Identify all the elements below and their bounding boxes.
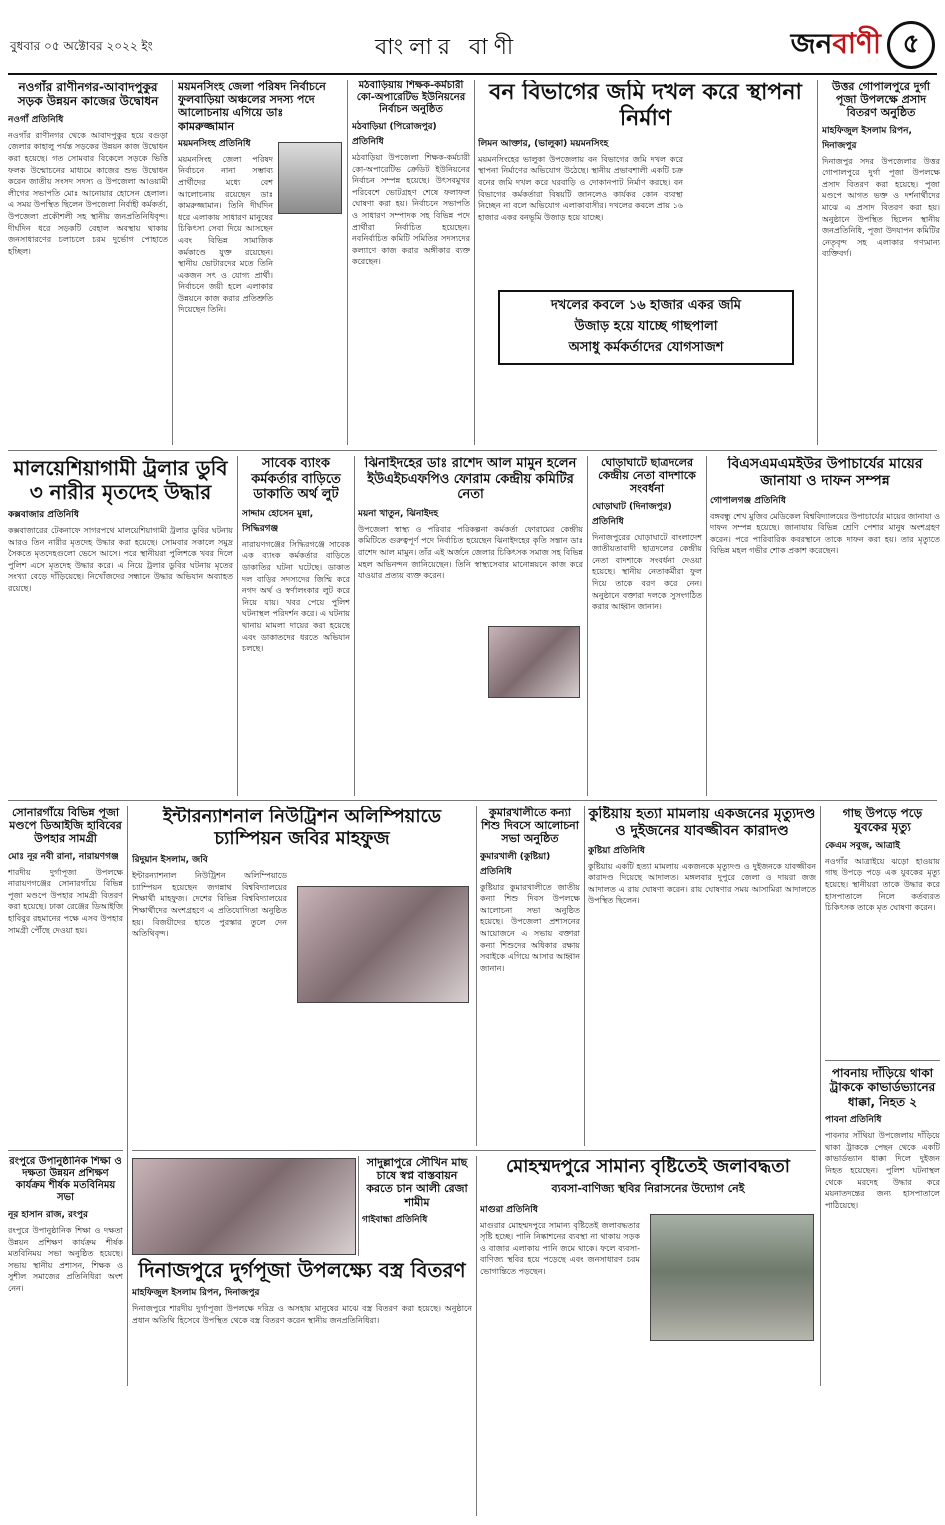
article-title: নওগাঁর রাণীনগর-আবাদপুকুর সড়ক উন্নয়ন কাজের উদ্বোধন (17, 80, 159, 109)
article-dr-rashed (358, 456, 583, 796)
logo-right: বাণী (832, 26, 881, 60)
article-byline: মাগুরা প্রতিনিধি (480, 1204, 538, 1215)
section-rule (8, 450, 937, 451)
article-mathbaria-coop (352, 80, 470, 445)
article-body: মাগুরার মোহম্মদপুরে সামান্য বৃষ্টিতেই জলাবদ্ধতার সৃষ্টি হচ্ছে। পানি নিষ্কাশনের ব্যবস্থা না থাকায় সড়ক ও বাজার এলাকায় পানি জমে থাকে। ফলে ব্যবসা-বাণিজ্য স্থবির হয়ে পড়েছে এবং জনসাধারণ চরম ভোগান্তিতে পড়ছেন। (480, 1220, 640, 1276)
column-rule (347, 80, 348, 445)
article-ranignagar-road (8, 80, 168, 445)
article-body: দিনাজপুরে শারদীয় দুর্গাপূজা উপলক্ষে দরিদ্র ও অসহায় মানুষের মাঝে বস্ত্র বিতরণ করা হয়েছে। অনুষ্ঠানে প্রধান অতিথি হিসেবে উপস্থিত থেকে বস্ত্র বিতরণ করেন স্থানীয় জনপ্রতিনিধিরা। (132, 1304, 472, 1325)
column-rule (354, 456, 355, 796)
logo-left: জন (790, 26, 833, 60)
column-rule (587, 456, 588, 796)
article-fish-farming-head (362, 1156, 472, 1256)
column-rule (172, 80, 173, 445)
article-title: মঠবাড়িয়ায় শিক্ষক-কর্মচারী কো-অপারেটিভ ইউনিয়নের নির্বাচন অনুষ্ঠিত (356, 80, 466, 115)
section-rule (8, 800, 937, 801)
article-title: সাবেক ব্যাংক কর্মকর্তার বাড়িতে ডাকাতি অর্থ লুট (251, 456, 341, 503)
article-byline: মঠবাড়িয়া (পিরোজপুর) প্রতিনিধি (352, 122, 437, 147)
article-byline: মাহফিজুল ইসলাম রিপন, দিনাজপুর (822, 125, 912, 151)
article-title: সাদুল্লাপুরে সৌখিন মাছ চাষে স্বপ্ন বাস্তবায়ন করতে চান আলী রেজা শামীম (366, 1156, 468, 1209)
article-gopalpur-puja (822, 80, 940, 445)
article-byline: নূর হাসান রাজ, রংপুর (8, 1210, 88, 1220)
column-rule (476, 1156, 477, 1516)
article-body: দিনাজপুরের ঘোড়াঘাটে বাংলাদেশ জাতীয়তাবাদী ছাত্রদলের কেন্দ্রীয় নেতা বাদশাকে সংবর্ধনা দেওয়া হয়েছে। স্থানীয় নেতাকর্মীরা ফুল দিয়ে তাকে বরণ করে নেন। অনুষ্ঠানে বক্তারা দলকে সুসংগঠিত করার আহ্বান জানান। (592, 532, 702, 612)
column-rule (127, 806, 128, 1386)
article-byline: গাইবান্ধা প্রতিনিধি (362, 1214, 428, 1225)
article-title: পাবনায় দাঁড়িয়ে থাকা ট্রাককে কাভার্ডভ্যানের ধাক্কা, নিহত ২ (829, 1066, 936, 1109)
article-tree-fall (825, 806, 940, 1056)
article-byline: পাবনা প্রতিনিধি (825, 1115, 882, 1126)
article-kushtia-verdict (588, 806, 816, 1146)
article-sonargaon-puja (8, 806, 123, 1046)
issue-date: বুধবার ০৫ অক্টোবর ২০২২ ইং (10, 39, 153, 53)
article-trawler-capsize (8, 456, 233, 796)
pull-quote-line: উজাড় হয়ে যাচ্ছে গাছপালা (574, 319, 718, 334)
article-byline: লিমন আক্তার, (ভালুকা) ময়মনসিংহ (478, 138, 609, 149)
article-body: নারায়ণগঞ্জের সিদ্ধিরগঞ্জে সাবেক এক ব্যাংক কর্মকর্তার বাড়িতে ডাকাতির ঘটনা ঘটেছে। ডাকাত দল বাড়ির সদস্যদের জিম্মি করে নগদ অর্থ ও স্বর্ণালংকার লুট করে নিয়ে যায়। খবর পেয়ে পুলিশ ঘটনাস্থল পরিদর্শন করে। এ ঘটনায় থানায় মামলা দায়ের করা হয়েছে এবং ডাকাতদের ধরতে অভিযান চলছে। (242, 539, 350, 654)
article-forest-land (478, 80, 813, 445)
article-byline: ময়না খাতুন, ঝিনাইদহ (358, 508, 439, 519)
article-title: ময়মনসিংহ জেলা পরিষদ নির্বাচনে ফুলবাড়িয়া অঞ্চলের সদস্য পদে আলোচনায় এগিয়ে ডাঃ কামরুজ্জামান (178, 80, 326, 133)
article-body: ময়মনসিংহ জেলা পরিষদ নির্বাচনে নানা সম্ভাব্য প্রার্থীদের মধ্যে বেশ আলোচনায় রয়েছেন ডাঃ কামরুজ্জামান। তিনি দীর্ঘদিন ধরে এলাকায় সাধারণ মানুষের চিকিৎসা সেবা দিয়ে আসছেন এবং বিভিন্ন সামাজিক কর্মকাণ্ডে যুক্ত রয়েছেন। স্থানীয় ভোটারদের মতে তিনি একজন সৎ ও যোগ্য প্রার্থী। নির্বাচনে জয়ী হলে এলাকার উন্নয়নে কাজ করার প্রতিশ্রুতি দিয়েছেন তিনি। (178, 154, 273, 315)
column-rule (474, 80, 475, 445)
article-byline: ময়মনসিংহ প্রতিনিধি (178, 138, 251, 149)
column-rule (237, 456, 238, 796)
article-body: পাবনার সাঁথিয়া উপজেলায় দাঁড়িয়ে থাকা ট্রাককে পেছন থেকে একটি কাভার্ডভ্যান ধাক্কা দিলে দুইজন নিহত হয়েছেন। পুলিশ ঘটনাস্থল থেকে মরদেহ উদ্ধার করে ময়নাতদন্তের জন্য হাসপাতালে পাঠিয়েছে। (825, 1131, 940, 1210)
section-rule (132, 1150, 816, 1151)
section-rule (825, 1060, 940, 1061)
column-rule (820, 806, 821, 1386)
candidate-portrait (278, 142, 342, 214)
column-rule (358, 1156, 359, 1256)
article-body: বঙ্গবন্ধু শেখ মুজিব মেডিকেল বিশ্ববিদ্যালয়ের উপাচার্যের মায়ের জানাযা ও দাফন সম্পন্ন হয়েছে। জানাযায় বিভিন্ন শ্রেণি পেশার মানুষ অংশগ্রহণ করেন। পরে পারিবারিক কবরস্থানে তাকে দাফন করা হয়। তার মৃত্যুতে বিভিন্ন মহল গভীর শোক প্রকাশ করেছেন। (710, 511, 940, 556)
masthead-logo (791, 20, 935, 70)
paper-name: বাংলার বাণী (375, 35, 520, 60)
cloth-distribution-photo (132, 1158, 356, 1255)
article-byline: কুষ্টিয়া প্রতিনিধি (588, 845, 645, 856)
article-title: সোনারগাঁয়ে বিভিন্ন পূজা মণ্ডপে ডিআইজি হাবিবের উপহার সামগ্রী (9, 806, 122, 846)
article-title: মালয়েশিয়াগামী ট্রলার ডুবি ৩ নারীর মৃতদেহ উদ্ধার (13, 456, 228, 504)
logo-text (791, 22, 881, 69)
page-number: ৫ (887, 21, 935, 69)
article-body: কুষ্টিয়ায় একটি হত্যা মামলায় একজনকে মৃত্যুদণ্ড ও দুইজনকে যাবজ্জীবন কারাদণ্ড দিয়েছে আদালত। মঙ্গলবার দুপুরে জেলা ও দায়রা জজ আদালত এ রায় ঘোষণা করেন। রায় ঘোষণার সময় আসামিরা আদালতে উপস্থিত ছিলেন। (588, 861, 816, 906)
article-body: মঠবাড়িয়া উপজেলা শিক্ষক-কর্মচারী কো-অপারেটিভ ক্রেডিট ইউনিয়নের নির্বাচন সম্পন্ন হয়েছে। উৎসবমুখর পরিবেশে ভোটগ্রহণ শেষে ফলাফল ঘোষণা করা হয়। নির্বাচনে সভাপতি ও সাধারণ সম্পাদক সহ বিভিন্ন পদে প্রার্থীরা নির্বাচিত হয়েছেন। নবনির্বাচিত কমিটি সমিতির সদস্যদের কল্যাণে কাজ করার অঙ্গীকার ব্যক্ত করেছেন। (352, 153, 470, 267)
article-title: ঝিনাইদহের ডাঃ রাশেদ আল মামুন হলেন ইউএইচএফপিও ফোরাম কেন্দ্রীয় কমিটির নেতা (364, 456, 577, 503)
article-body: কক্সবাজারের টেকনাফে সাগরপথে মালয়েশিয়াগামী ট্রলার ডুবির ঘটনায় আরও তিন নারীর মৃতদেহ উদ্ধার করা হয়েছে। সোমবার সকালে সমুদ্র সৈকতে মৃতদেহগুলো ভেসে আসে। পরে স্থানীয়রা পুলিশকে খবর দিলে পুলিশ এসে মৃতদেহ উদ্ধার করে। এ নিয়ে ট্রলার ডুবির ঘটনায় মৃতের সংখ্যা বেড়ে দাঁড়িয়েছে। নিখোঁজদের সন্ধানে উদ্ধার অভিযান অব্যাহত রয়েছে। (8, 526, 233, 593)
article-kumarkhali-girl-child (480, 806, 580, 1146)
article-byline: মাহফিজুল ইসলাম রিপন, দিনাজপুর (132, 1288, 260, 1298)
article-byline: কুমারখালী (কুষ্টিয়া) প্রতিনিধি (480, 851, 551, 877)
article-title: ইন্টারন্যাশনাল নিউট্রিশন অলিম্পিয়াডে চ্যাম্পিয়ন জবির মাহফুজ (162, 806, 442, 849)
article-dinajpur-cloth (132, 1258, 472, 1518)
article-title: কুমারখালীতে কন্যা শিশু দিবসে আলোচনা সভা অনুষ্ঠিত (481, 806, 579, 846)
article-byline: সাদ্দাম হোসেন মুন্না, সিদ্ধিরগঞ্জ (242, 508, 314, 534)
article-mymensingh-election (178, 80, 343, 445)
pull-quote-line: অসাধু কর্মকর্তাদের যোগসাজশ (568, 340, 724, 355)
article-title: ঘোড়াঘাটে ছাত্রদলের কেন্দ্রীয় নেতা বাদশাকে সংবর্ধনা (598, 456, 696, 496)
column-rule (584, 806, 585, 1146)
article-byline: কক্সবাজার প্রতিনিধি (8, 510, 79, 520)
article-title: গাছ উপড়ে পড়ে যুবকের মৃত্যু (842, 806, 923, 835)
article-title: বিএসএমএমইউর উপাচার্যের মায়ের জানাযা ও দাফন সম্পন্ন (727, 456, 923, 489)
article-byline: গোপালগঞ্জ প্রতিনিধি (710, 495, 786, 506)
article-body: ময়মনসিংহের ভালুকা উপজেলায় বন বিভাগের জমি দখল করে স্থাপনা নির্মাণের অভিযোগ উঠেছে। স্থানীয় প্রভাবশালী একটি চক্র বনের জমি দখল করে ঘরবাড়ি ও দোকানপাট নির্মাণ করছে। বন বিভাগের কর্মকর্তারা বিষয়টি জানলেও কার্যকর কোন ব্যবস্থা নিচ্ছেন না বলে অভিযোগ এলাকাবাসীর। দখলের কবলে প্রায় ১৬ হাজার একর বনভূমি উজাড় হয়ে যাচ্ছে। (478, 154, 683, 222)
article-body: কুষ্টিয়ার কুমারখালীতে জাতীয় কন্যা শিশু দিবস উপলক্ষে আলোচনা সভা অনুষ্ঠিত হয়েছে। উপজেলা প্রশাসনের আয়োজনে এ সভায় বক্তারা কন্যা শিশুদের অধিকার রক্ষায় সবাইকে এগিয়ে আসার আহ্বান জানান। (480, 882, 580, 973)
article-ghoraghat (592, 456, 702, 796)
article-body: ইন্টারন্যাশনাল নিউট্রিশন অলিম্পিয়াডে চ্যাম্পিয়ন হয়েছেন জগন্নাথ বিশ্ববিদ্যালয়ের শিক্ষার্থী মাহফুজ। দেশের বিভিন্ন বিশ্ববিদ্যালয়ের শিক্ষার্থীদের অংশগ্রহণে এ প্রতিযোগিতা অনুষ্ঠিত হয়। বিজয়ীদের হাতে পুরস্কার তুলে দেন অতিথিবৃন্দ। (132, 871, 287, 939)
column-rule (476, 806, 477, 1146)
article-body: রংপুরে উপানুষ্ঠানিক শিক্ষা ও দক্ষতা উন্নয়ন প্রশিক্ষণ কার্যক্রম শীর্ষক মতবিনিময় সভা অনুষ্ঠিত হয়েছে। সভায় স্থানীয় প্রশাসন, শিক্ষক ও সুশীল সমাজের প্রতিনিধিরা অংশ নেন। (8, 1226, 123, 1293)
article-body: নওগাঁর আত্রাইয়ে ঝড়ো হাওয়ায় গাছ উপড়ে পড়ে এক যুবকের মৃত্যু হয়েছে। স্থানীয়রা তাকে উদ্ধার করে হাসপাতালে নিলে কর্তব্যরত চিকিৎসক তাকে মৃত ঘোষণা করেন। (825, 856, 940, 913)
article-title: কুষ্টিয়ায় হত্যা মামলায় একজনের মৃত্যুদণ্ড ও দুইজনের যাবজ্জীবন কারাদণ্ড (588, 806, 816, 839)
article-title: রংপুরে উপানুষ্ঠানিক শিক্ষা ও দক্ষতা উন্নয়ন প্রশিক্ষণ কার্যক্রম শীর্ষক মতবিনিময় সভা (9, 1156, 122, 1203)
article-body: নওগাঁর রাণীনগর থেকে আবাদপুকুর হয়ে বগুড়া জেলার কাহালু পর্যন্ত সড়কের উন্নয়ন কাজ উদ্বোধন করা হয়েছে। গত সোমবার বিকেলে সড়কে ভিত্তি ফলক উন্মোচনের মাধ্যমে কাজের শুভ উদ্বোধন করেন জাতীয় সংসদ সদস্য ও উপজেলা আওয়ামী লীগের সভাপতি মোঃ আনোয়ার হোসেন হেলাল। এ সময় উপস্থিত ছিলেন উপজেলা নির্বাহী কর্মকর্তা, উপজেলা প্রকৌশলী সহ স্থানীয় জনপ্রতিনিধিবৃন্দ। দীর্ঘদিন ধরে সড়কটি বেহাল অবস্থায় থাকায় জনসাধারণের চলাচলে চরম দুর্ভোগ পোহাতে হচ্ছিল। (8, 130, 168, 256)
pull-quote-line: দখলের কবলে ১৬ হাজার একর জমি (550, 298, 742, 313)
article-title: বন বিভাগের জমি দখল করে স্থাপনা নির্মাণ (489, 80, 802, 132)
waterlogged-street-photo (650, 1214, 814, 1341)
article-pabna-accident (825, 1066, 940, 1516)
article-body: উপজেলা স্বাস্থ্য ও পরিবার পরিকল্পনা কর্মকর্তা ফোরামের কেন্দ্রীয় কমিটিতে গুরুত্বপূর্ণ পদে নির্বাচিত হয়েছেন ঝিনাইদহের কৃতি সন্তান ডাঃ রাশেদ আল মামুন। তাঁর এই অর্জনে জেলার চিকিৎসক সমাজ সহ বিভিন্ন মহল অভিনন্দন জানিয়েছেন। তিনি স্বাস্থ্যসেবার মানোন্নয়নে কাজ করে যাওয়ার প্রত্যয় ব্যক্ত করেন। (358, 524, 583, 581)
header-rule (8, 73, 937, 75)
article-rangpur-education (8, 1156, 123, 1516)
article-title: উত্তর গোপালপুরে দুর্গা পূজা উপলক্ষে প্রসাদ বিতরণ অনুষ্ঠিত (832, 80, 930, 120)
award-photo (297, 886, 469, 1003)
reception-photo (488, 626, 580, 698)
article-nutrition-olympiad (132, 806, 472, 1146)
article-byline: কেএম সবুজ, আত্রাই (825, 840, 900, 851)
section-rule (8, 1150, 123, 1151)
column-rule (817, 80, 818, 445)
article-mohammadpur-waterlogging (480, 1156, 816, 1516)
article-body: শারদীয় দুর্গাপূজা উপলক্ষে নারায়ণগঞ্জের সোনারগাঁয়ে বিভিন্ন পূজা মণ্ডপে উপহার সামগ্রী বিতরণ করা হয়েছে। ঢাকা রেঞ্জের ডিআইজি হাবিবুর রহমানের পক্ষে এসব উপহার সামগ্রী পৌঁছে দেওয়া হয়। (8, 867, 123, 935)
column-rule (706, 456, 707, 796)
article-byline: নওগাঁ প্রতিনিধি (8, 114, 64, 125)
article-title: দিনাজপুরে দুর্গপূজা উপলক্ষ্যে বস্ত্র বিতরণ (138, 1258, 466, 1282)
pull-quote-box (498, 290, 794, 365)
article-byline: রিদুয়ান ইসলাম, জবি (132, 855, 208, 866)
article-byline: ঘোড়াঘাট (দিনাজপুর) প্রতিনিধি (592, 501, 672, 527)
article-body: দিনাজপুর সদর উপজেলার উত্তর গোপালপুরে দুর্গা পূজা উপলক্ষে প্রসাদ বিতরণ করা হয়েছে। পূজা মণ্ডপে আগত ভক্ত ও দর্শনার্থীদের মাঝে এ প্রসাদ বিতরণ করা হয়। অনুষ্ঠানে উপস্থিত ছিলেন স্থানীয় জনপ্রতিনিধি, পূজা উদযাপন কমিটির নেতৃবৃন্দ সহ এলাকার গণ্যমান্য ব্যক্তিবর্গ। (822, 156, 940, 259)
article-subtitle: ব্যবসা-বাণিজ্য স্থবির নিরাসনের উদ্যোগ নেই (551, 1181, 745, 1195)
article-byline: মোঃ নূর নবী রানা, নারায়ণগঞ্জ (8, 851, 119, 862)
article-bank-robbery (242, 456, 350, 796)
article-title: মোহম্মদপুরে সামান্য বৃষ্টিতেই জলাবদ্ধতা (506, 1156, 790, 1177)
article-bsmmu-vc (710, 456, 940, 796)
